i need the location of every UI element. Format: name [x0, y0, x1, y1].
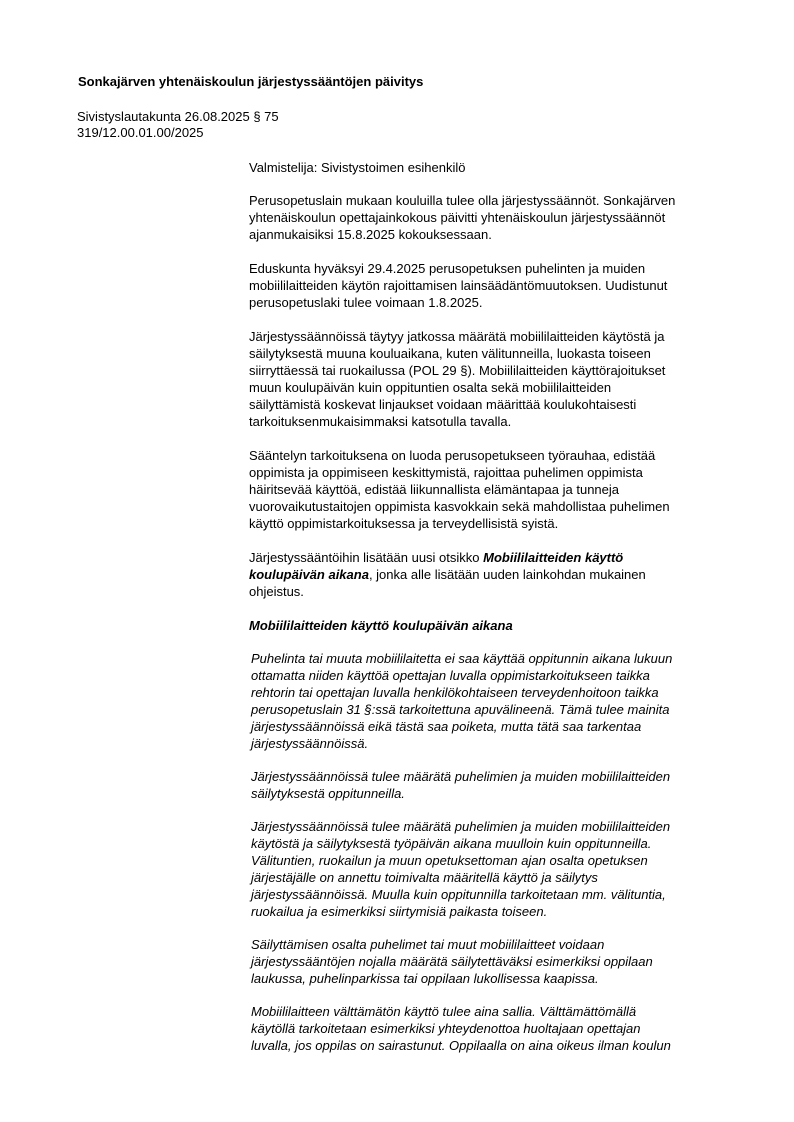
text-line: käyttö oppimistarkoituksessa ja terveydellisistä syistä. — [249, 516, 559, 531]
text-line: käytöstä ja säilytyksestä työpäivän aikana muulloin kuin oppitunneilla. — [251, 836, 652, 851]
text-line: järjestyssäännöissä eikä tästä saa poiketa, mutta tätä saa tarkentaa — [251, 719, 642, 734]
text-line: Järjestyssäännöissä tulee määrätä puhelimien ja muiden mobiililaitteiden — [251, 769, 671, 784]
document-body — [249, 159, 739, 1070]
section-heading: Mobiililaitteiden käyttö koulupäivän aikana — [249, 618, 513, 633]
paragraph-law-change — [249, 260, 739, 311]
guidance-text — [251, 650, 739, 1054]
guidance-paragraph — [251, 768, 739, 802]
text-run: Järjestyssääntöihin lisätään uusi otsikko — [249, 550, 484, 565]
text-line: järjestyssääntöjen nojalla määrätä säilytettäväksi esimerkiksi oppilaan — [251, 954, 653, 969]
meeting-info — [77, 109, 279, 141]
text-line: vuorovaikutustaitojen oppimista kasvokkain sekä mahdollistaa puhelimen — [249, 499, 670, 514]
text-line: muun koulupäivän kuin oppituntien osalta sekä mobiililaitteiden — [249, 380, 612, 395]
text-line: säilytyksestä muuna kouluaikana, kuten välitunneilla, luokasta toiseen — [249, 346, 651, 361]
text-line: perusopetuslain 31 §:ssä tarkoitettuna apuvälineenä. Tämä tulee mainita — [251, 702, 670, 717]
text-line: Mobiililaitteen välttämätön käyttö tulee aina sallia. Välttämättömällä — [251, 1004, 637, 1019]
text-line: ottamatta niiden käyttöä opettajan luvalla oppimistarkoitukseen taikka — [251, 668, 650, 683]
text-line: tarkoituksenmukaisimmaksi katsotulla tavalla. — [249, 414, 512, 429]
guidance-paragraph — [251, 936, 739, 987]
text-run: , jonka alle lisätään uuden lainkohdan mukainen — [368, 567, 646, 582]
text-line — [249, 566, 739, 583]
text-line: ohjeistus. — [249, 584, 304, 599]
text-line: rehtorin tai opettajan luvalla henkilökohtaiseen terveydenhoitoon taikka — [251, 685, 659, 700]
text-line: Sääntelyn tarkoituksena on luoda perusopetukseen työrauhaa, edistää — [249, 448, 656, 463]
text-line: häiritsevää käyttöä, edistää liikunnallista elämäntapaa ja tunneja — [249, 482, 620, 497]
text-line: perusopetuslaki tulee voimaan 1.8.2025. — [249, 295, 483, 310]
meeting-reference: Sivistyslautakunta 26.08.2025 § 75 — [77, 109, 279, 124]
preparer: Valmistelija: Sivistystoimen esihenkilö — [249, 160, 466, 175]
text-line: mobiililaitteiden käytön rajoittamisen lainsäädäntömuutoksen. Uudistunut — [249, 278, 668, 293]
text-line — [249, 549, 739, 566]
guidance-paragraph — [251, 650, 739, 752]
text-line: säilytyksestä oppitunneilla. — [251, 786, 405, 801]
text-line: Järjestyssäännöissä täytyy jatkossa määrätä mobiililaitteiden käytöstä ja — [249, 329, 665, 344]
text-line: Eduskunta hyväksyi 29.4.2025 perusopetuksen puhelinten ja muiden — [249, 261, 646, 276]
text-line: Säilyttämisen osalta puhelimet tai muut mobiililaitteet voidaan — [251, 937, 605, 952]
document-title: Sonkajärven yhtenäiskoulun järjestyssääntöjen päivitys — [78, 74, 424, 89]
emphasized-heading-text: koulupäivän aikana — [249, 567, 369, 582]
emphasized-heading-text: Mobiililaitteiden käyttö — [483, 550, 624, 565]
text-line: laukussa, puhelinparkissa tai oppilaan lukollisessa kaapissa. — [251, 971, 599, 986]
text-line: Välituntien, ruokailun ja muun opetuksettoman ajan osalta opetuksen — [251, 853, 648, 868]
text-line: järjestäjälle on annettu toimivalta määritellä käyttö ja säilytys — [251, 870, 598, 885]
text-line: Järjestyssäännöissä tulee määrätä puhelimien ja muiden mobiililaitteiden — [251, 819, 671, 834]
record-number: 319/12.00.01.00/2025 — [77, 125, 204, 140]
text-line: siirryttäessä tai ruokailussa (POL 29 §). Mobiililaitteiden käyttörajoitukset — [249, 363, 666, 378]
guidance-paragraph — [251, 1003, 739, 1054]
text-line: yhtenäiskoulun opettajainkokous päivitti yhtenäiskoulun järjestyssäännöt — [249, 210, 666, 225]
text-line: järjestyssäännöissä. — [251, 736, 369, 751]
text-line: ruokailua ja esimerkiksi siirtymisiä paikasta toiseen. — [251, 904, 548, 919]
paragraph-requirements — [249, 328, 739, 430]
text-line: järjestyssäännöissä. Muulla kuin oppitunnilla tarkoitetaan mm. välituntia, — [251, 887, 666, 902]
text-line: Perusopetuslain mukaan kouluilla tulee olla järjestyssäännöt. Sonkajärven — [249, 193, 676, 208]
paragraph-new-heading — [249, 549, 739, 600]
text-line: säilyttämistä koskevat linjaukset voidaan määrittää koulukohtaisesti — [249, 397, 637, 412]
paragraph-background — [249, 192, 739, 243]
guidance-paragraph — [251, 818, 739, 920]
text-line: Puhelinta tai muuta mobiililaitetta ei saa käyttää oppitunnin aikana lukuun — [251, 651, 673, 666]
text-line: oppimista ja oppimiseen keskittymistä, rajoittaa puhelimen oppimista — [249, 465, 643, 480]
paragraph-purpose — [249, 447, 739, 532]
text-line: ajanmukaisiksi 15.8.2025 kokouksessaan. — [249, 227, 492, 242]
text-line: luvalla, jos oppilas on sairastunut. Oppilaalla on aina oikeus ilman koulun — [251, 1038, 671, 1053]
text-line: käytöllä tarkoitetaan esimerkiksi yhteydenottoa huoltajaan opettajan — [251, 1021, 641, 1036]
